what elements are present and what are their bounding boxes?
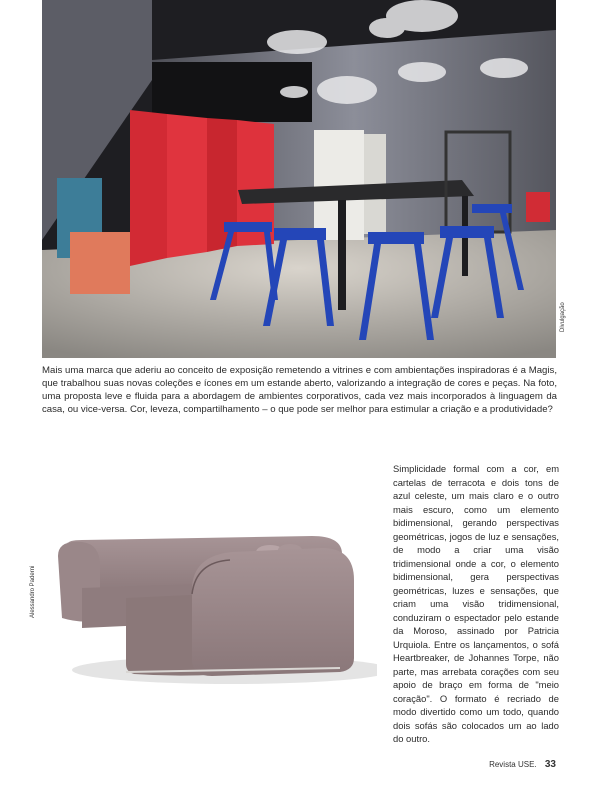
article-body: Simplicidade formal com a cor, em cartelas de terracota e dois tons de azul celeste, um mais claro e o outro mais escuro, como um elemento bidimensional, gerando perspectivas geométricas, jogos de luz e sensações, de modo a criar uma visão tridimensional onde a cor, o elemento bidimensional, gera perspectivas geométricas, luzes e sensações, que criam uma visão tridimensional, conduziram o espectador pelo estande da Moroso, assinado por Patricia Urquiola. Entre os lançamentos, o sofá Heartbreaker, de Johannes Torpe, não parte, mas arrebata corações com seu apoio de braço em forma de "meio coração". O formato é recriado de modo divertido como um todo, quando dois sofás são colocados um ao lado do outro. bbox=[393, 463, 559, 744]
photo-credit-sofa: Alessandro Paderni bbox=[30, 565, 36, 618]
photo-credit-top: Divulgação bbox=[560, 302, 566, 332]
page-number: 33 bbox=[544, 759, 556, 770]
magis-exhibition-photo bbox=[42, 0, 556, 358]
photo-caption: Mais uma marca que aderiu ao conceito de exposição remetendo a vitrines e com ambientações inspiradoras é a Magis, que trabalhou suas novas coleções e ícones em um estande aberto, valorizando a integração de cores e peças. Na foto, uma proposta leve e fluida para a abordagem de ambientes corporativos, cada vez mais incorporados à linguagem da casa, ou vice-versa. Cor, leveza, compartilhamento – o que pode ser melhor para estimular a criação e a produtividade? bbox=[42, 365, 557, 415]
magazine-name: Revista USE. bbox=[489, 760, 537, 769]
heartbreaker-sofa-photo bbox=[42, 470, 377, 702]
page-footer bbox=[489, 759, 556, 770]
